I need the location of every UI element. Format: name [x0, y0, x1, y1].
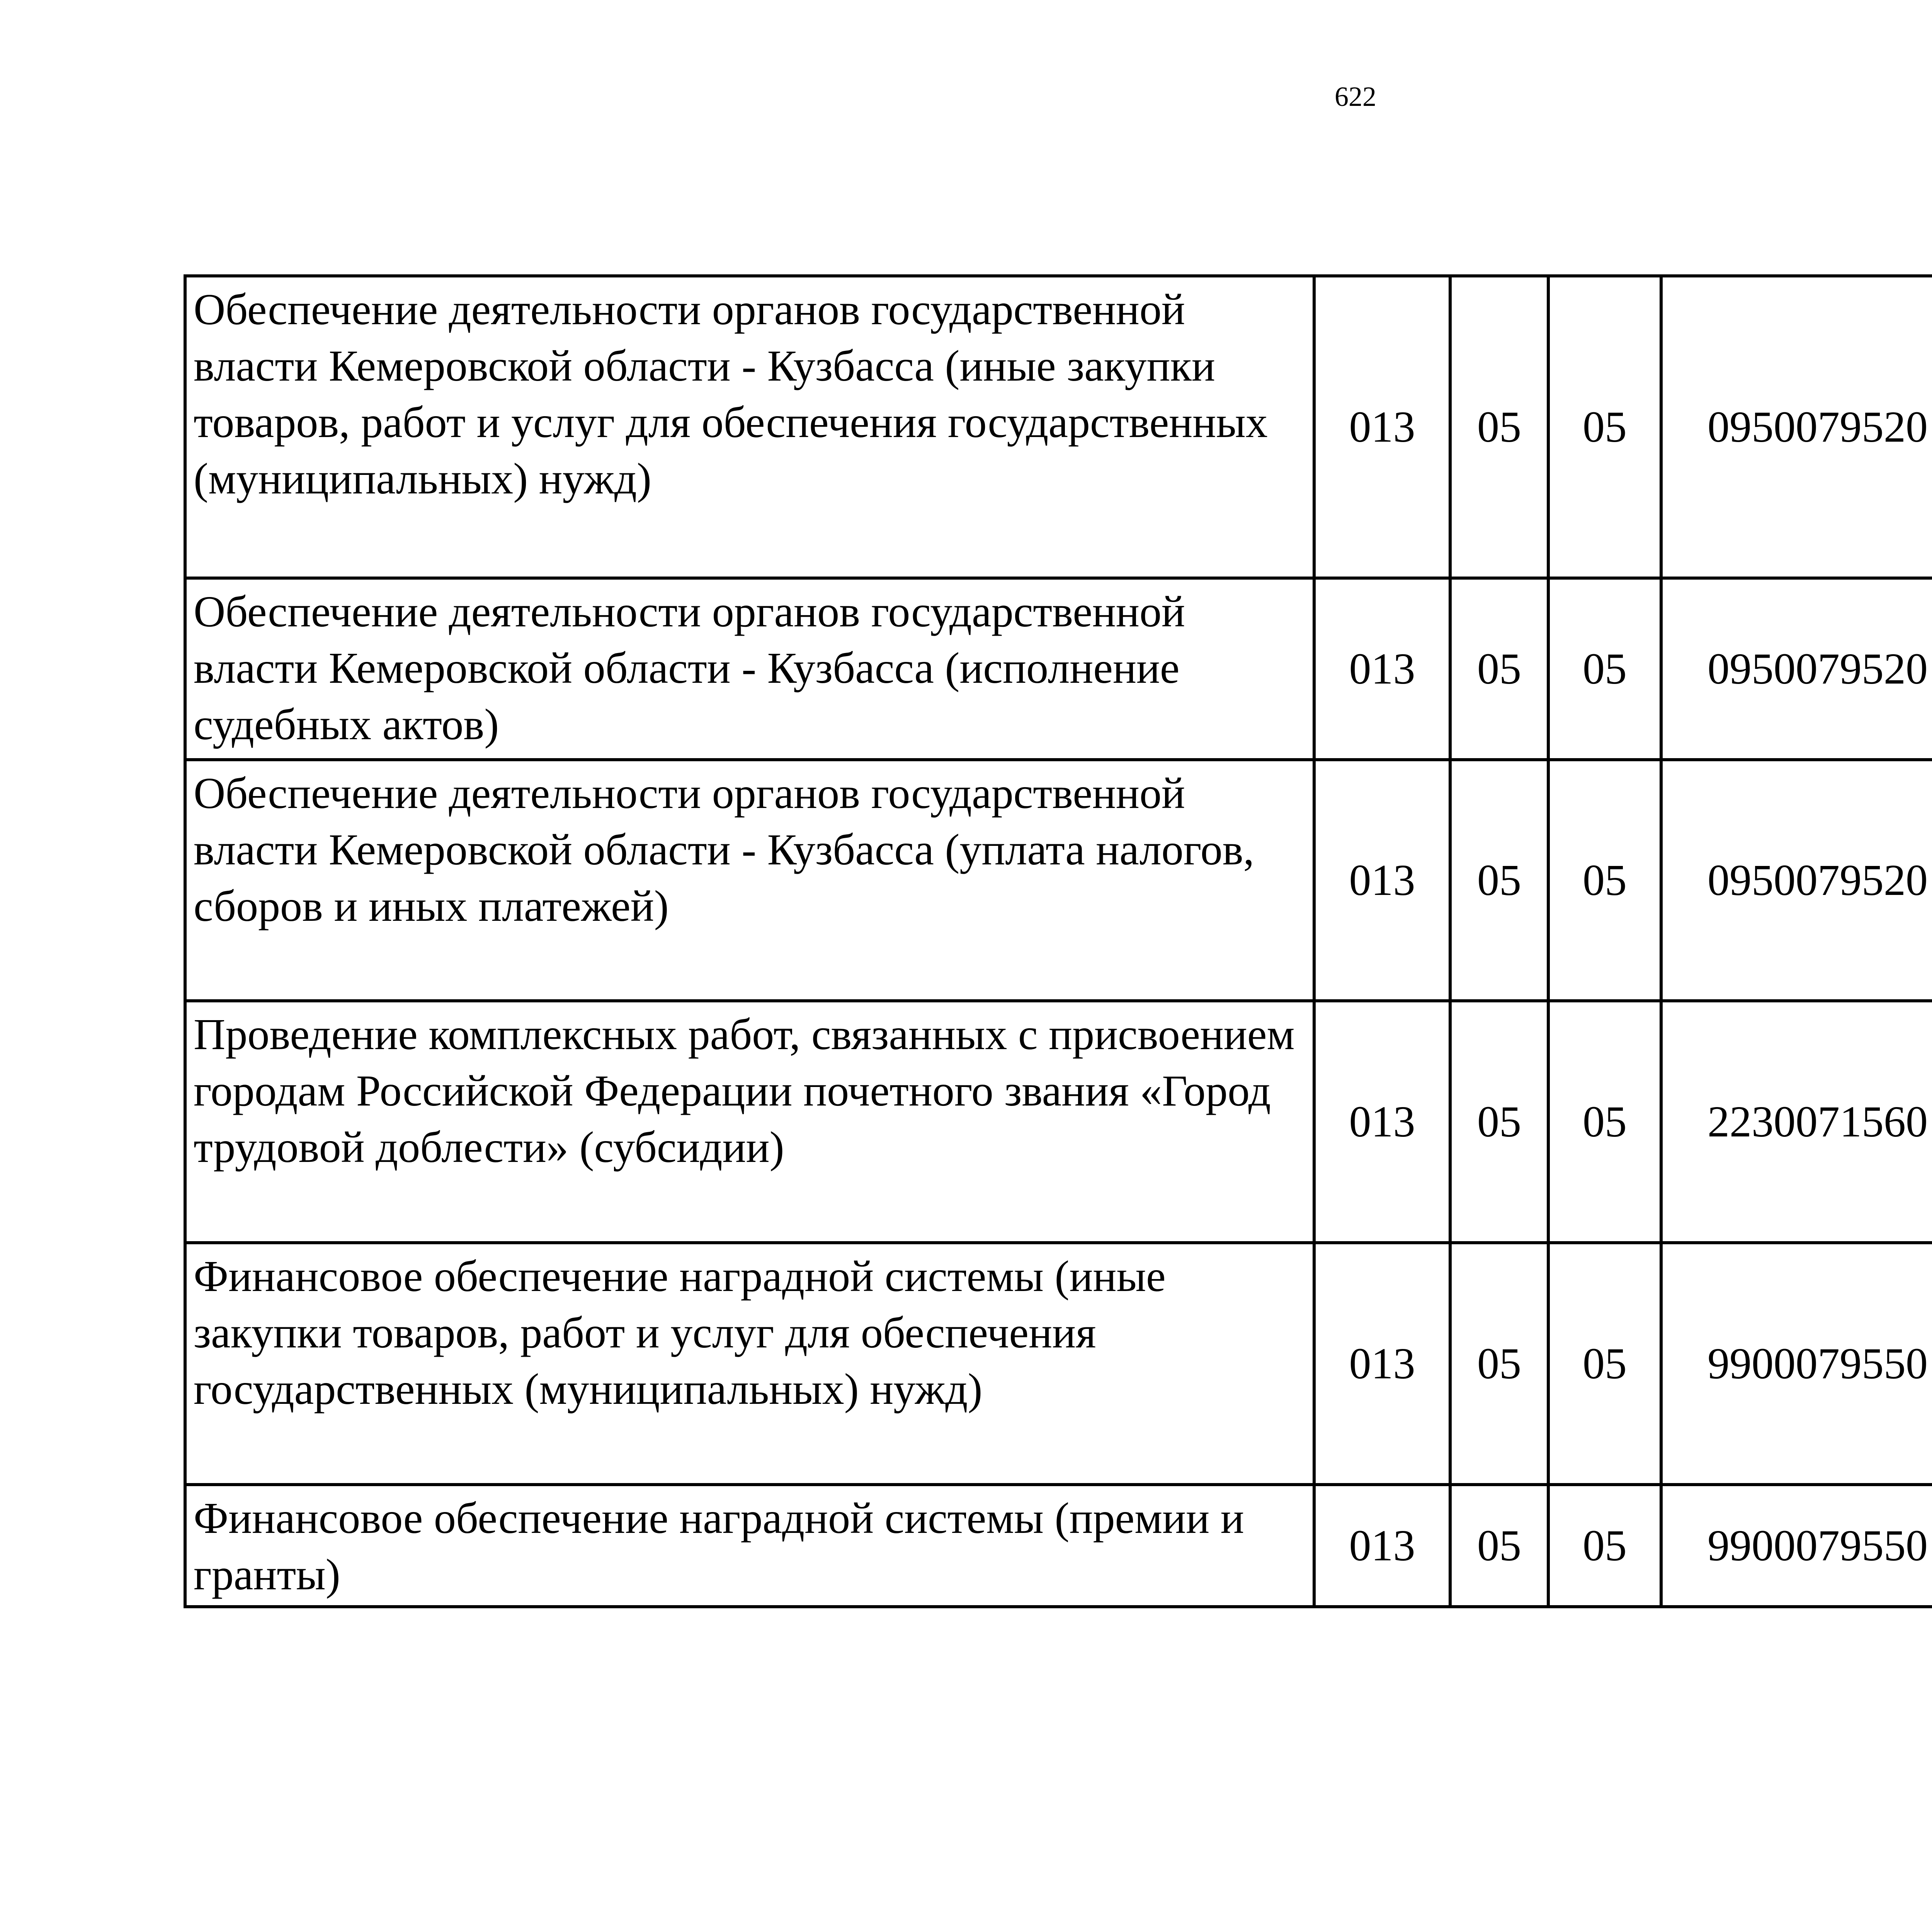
section-code: 05 — [1450, 1485, 1548, 1607]
row-description: Проведение комплексных работ, связанных с присвоением городам Российской Федерации почетного звания «Город трудовой доблести» (субсидии) — [185, 1001, 1314, 1243]
ministry-code: 013 — [1314, 1485, 1450, 1607]
subsection-code: 05 — [1548, 1485, 1661, 1607]
table-row — [185, 578, 1932, 760]
table-row — [185, 1001, 1932, 1243]
target-article-code: 9900079550 — [1661, 1485, 1932, 1607]
row-description: Обеспечение деятельности органов государственной власти Кемеровской области - Кузбасса (исполнение судебных актов) — [185, 578, 1314, 760]
row-description: Финансовое обеспечение наградной системы (иные закупки товаров, работ и услуг для обеспечения государственных (муниципальных) нужд) — [185, 1243, 1314, 1485]
table-row — [185, 276, 1932, 578]
target-article-code: 0950079520 — [1661, 578, 1932, 760]
ministry-code: 013 — [1314, 276, 1450, 578]
section-code: 05 — [1450, 1243, 1548, 1485]
subsection-code: 05 — [1548, 578, 1661, 760]
page-number: 622 — [1335, 81, 1376, 112]
row-description: Обеспечение деятельности органов государственной власти Кемеровской области - Кузбасса (уплата налогов, сборов и иных платежей) — [185, 760, 1314, 1001]
table-row — [185, 1485, 1932, 1607]
row-description: Обеспечение деятельности органов государственной власти Кемеровской области - Кузбасса (иные закупки товаров, работ и услуг для обеспечения государственных (муниципальных) нужд) — [185, 276, 1314, 578]
subsection-code: 05 — [1548, 1001, 1661, 1243]
ministry-code: 013 — [1314, 760, 1450, 1001]
ministry-code: 013 — [1314, 578, 1450, 760]
section-code: 05 — [1450, 1001, 1548, 1243]
ministry-code: 013 — [1314, 1001, 1450, 1243]
table-row — [185, 760, 1932, 1001]
section-code: 05 — [1450, 760, 1548, 1001]
budget-table — [184, 274, 1932, 1608]
subsection-code: 05 — [1548, 1243, 1661, 1485]
row-description: Финансовое обеспечение наградной системы (премии и гранты) — [185, 1485, 1314, 1607]
section-code: 05 — [1450, 276, 1548, 578]
target-article-code: 2230071560 — [1661, 1001, 1932, 1243]
table-row — [185, 1243, 1932, 1485]
target-article-code: 0950079520 — [1661, 276, 1932, 578]
target-article-code: 9900079550 — [1661, 1243, 1932, 1485]
target-article-code: 0950079520 — [1661, 760, 1932, 1001]
subsection-code: 05 — [1548, 276, 1661, 578]
section-code: 05 — [1450, 578, 1548, 760]
subsection-code: 05 — [1548, 760, 1661, 1001]
ministry-code: 013 — [1314, 1243, 1450, 1485]
